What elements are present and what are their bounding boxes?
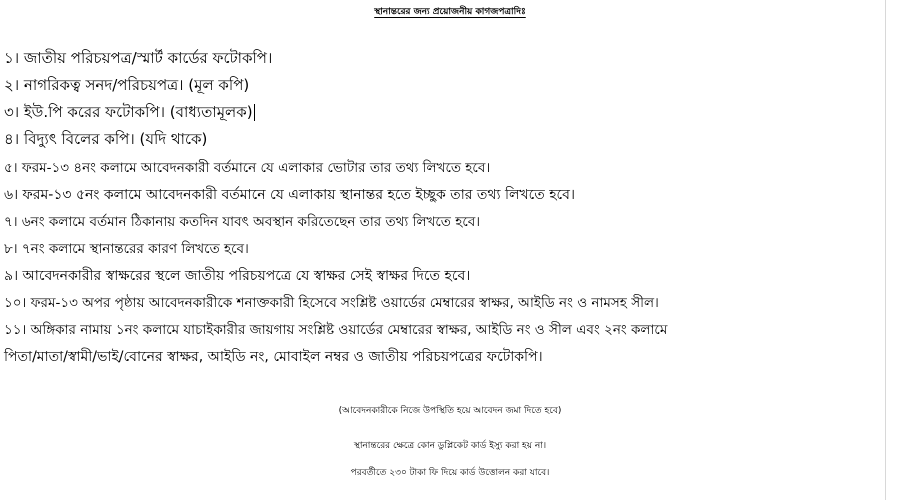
duplicate-card-note: স্থানান্তরের ক্ষেত্রে কোন ডুপ্লিকেট কার্ড ইস্যু করা হয় না। <box>353 441 547 451</box>
list-item-text: ৭। ৬নং কলামে বর্তমান ঠিকানায় কতদিন যাবৎ অবস্থান করিতেছেন তার তথ্য লিখতে হবে। <box>4 214 481 230</box>
list-item-text: ১। জাতীয় পরিচয়পত্র/স্মার্ট কার্ডের ফটোকপি। <box>4 49 273 67</box>
list-item-text: ৯। আবেদনকারীর স্বাক্ষরের স্থলে জাতীয় পরিচয়পত্রে যে স্বাক্ষর সেই স্বাক্ষর দিতে হবে। <box>4 268 471 284</box>
list-item <box>4 129 207 149</box>
list-item <box>4 75 249 95</box>
list-item <box>4 158 490 178</box>
fee-note: পরবর্তীতে ২৩০ টাকা ফি দিয়ে কার্ড উত্তোলন করা যাবে। <box>350 468 550 478</box>
list-item-text: ৪। বিদ্যুৎ বিলের কপি। (যদি থাকে) <box>4 130 208 148</box>
text-cursor <box>254 104 255 121</box>
list-item-text: ৬। ফরম-১৩ ৫নং কলামে আবেদনকারী বর্তমানে যে এলাকায় স্থানান্তর হতে ইচ্ছুক তার তথ্য লিখতে হবে। <box>4 187 575 203</box>
list-item-text: ১০। ফরম-১৩ অপর পৃষ্ঠায় আবেদনকারীকে শনাক্তকারী হিসেবে সংশ্লিষ্ট ওয়ার্ডের মেম্বারের স্বাক্ষর, আইডি নং ও নামসহ সীল। <box>4 295 659 311</box>
list-item <box>4 239 249 259</box>
personal-presence-note: (আবেদনকারীকে নিজে উপস্থিতি হয়ে আবেদন জমা দিতে হবে) <box>338 406 562 416</box>
list-item-text: ৩। ইউ.পি করের ফটোকপি। (বাধ্যতামূলক) <box>4 103 253 121</box>
list-item-text: ৮। ৭নং কলামে স্থানান্তরের কারণ লিখতে হবে। <box>4 241 249 257</box>
page-margin-line <box>885 0 886 500</box>
list-item-text: ১১। অঙ্গিকার নামায় ১নং কলামে যাচাইকারীর জায়গায় সংশ্লিষ্ট ওয়ার্ডের মেম্বারের স্বাক্ষর, আইডি নং ও সীল এবং ২নং কলামে <box>4 322 668 338</box>
list-item <box>4 293 659 313</box>
page-title: স্থানান্তরের জন্য প্রয়োজনীয় কাগজপত্রাদিঃ <box>374 7 526 17</box>
list-item <box>4 320 667 340</box>
list-item <box>4 102 255 122</box>
list-item-text: ৫। ফরম-১৩ ৪নং কলামে আবেদনকারী বর্তমানে যে এলাকার ভোটার তার তথ্য লিখতে হবে। <box>4 160 491 176</box>
list-item <box>4 212 480 232</box>
list-item-text: পিতা/মাতা/স্বামী/ভাই/বোনের স্বাক্ষর, আইডি নং, মোবাইল নম্বর ও জাতীয় পরিচয়পত্রের ফটোকপি। <box>4 349 543 365</box>
list-item-continuation <box>4 347 543 367</box>
list-item-text: ২। নাগরিকত্ব সনদ/পরিচয়পত্র। (মূল কপি) <box>4 76 250 94</box>
list-item <box>4 266 470 286</box>
list-item <box>4 185 575 205</box>
list-item <box>4 48 272 68</box>
